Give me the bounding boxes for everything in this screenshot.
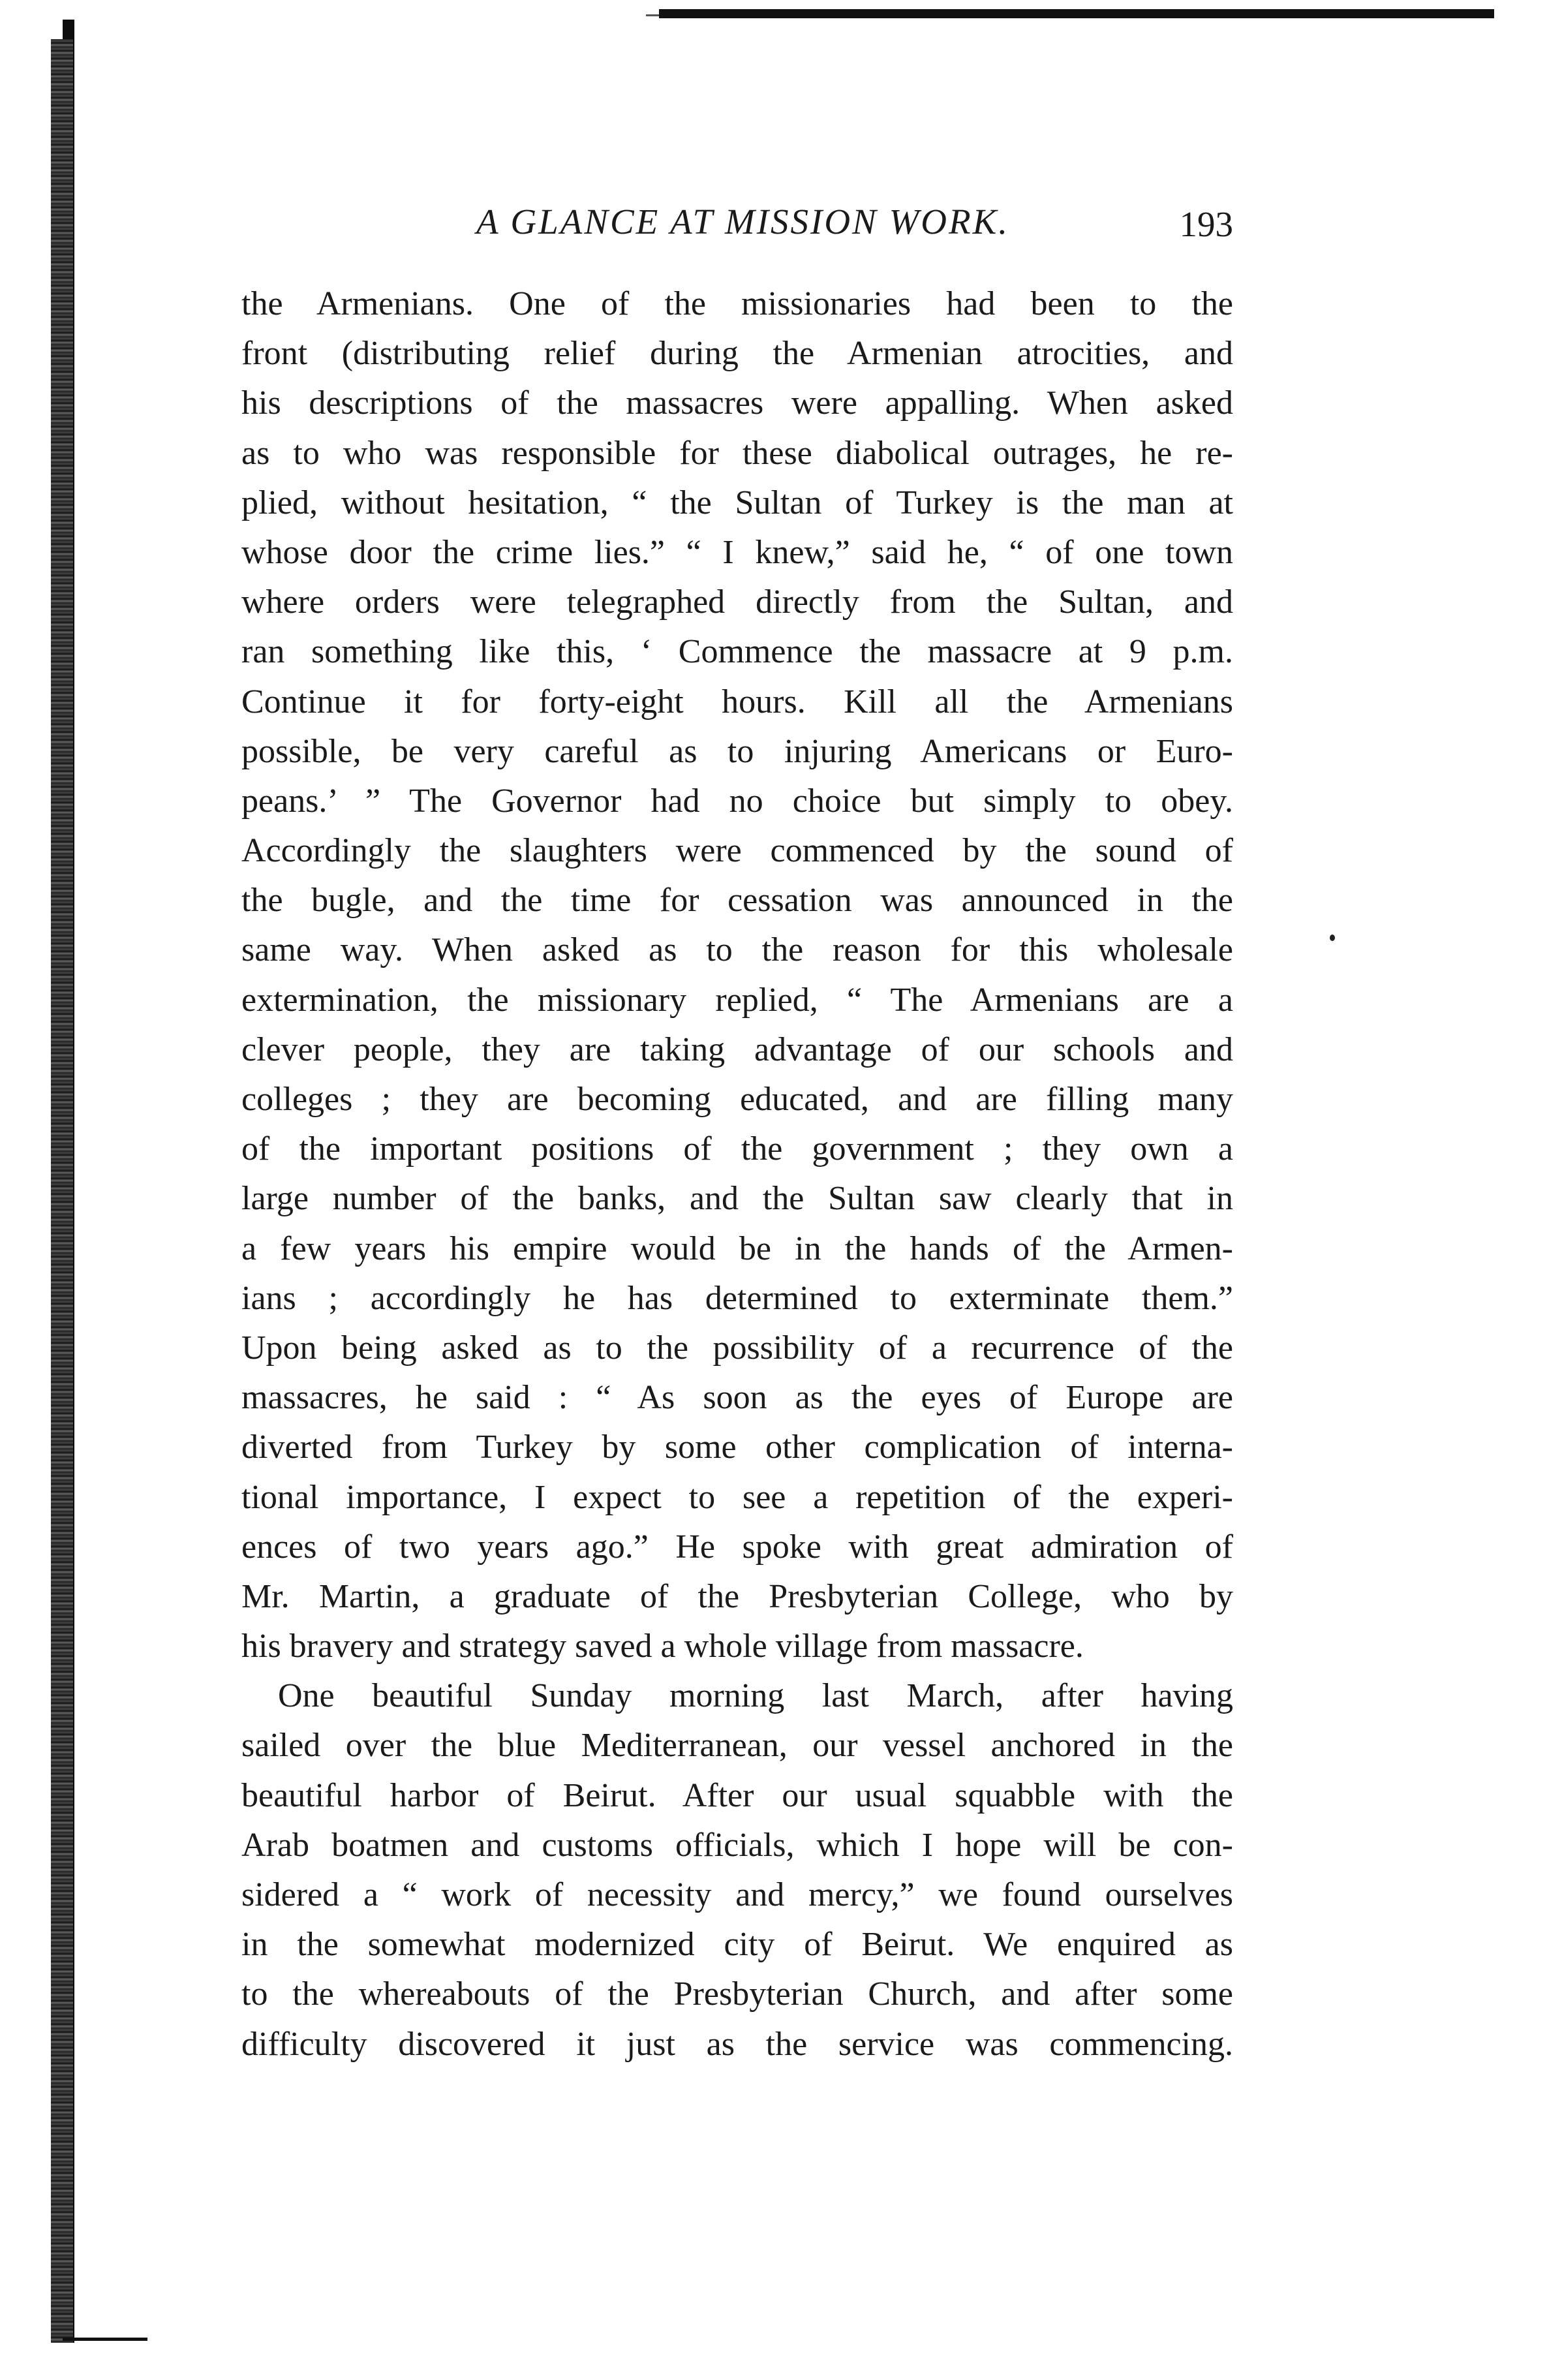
text-line: where orders were telegraphed directly from the Sultan, and [241, 583, 1233, 621]
text-line: peans.’ ” The Governor had no choice but simply to obey. [241, 782, 1233, 820]
text-line: whose door the crime lies.” “ I knew,” said he, “ of one town [241, 533, 1233, 571]
margin-speck [1330, 935, 1335, 941]
text-line: Mr. Martin, a graduate of the Presbyterian College, who by [241, 1577, 1233, 1615]
text-line: the bugle, and the time for cessation was announced in the [241, 882, 1233, 920]
text-line: One beautiful Sunday morning last March, after having [278, 1677, 1233, 1715]
text-line: large number of the banks, and the Sultan saw clearly that in [241, 1180, 1233, 1218]
text-line: possible, be very careful as to injuring Americans or Euro- [241, 732, 1233, 770]
text-line: diverted from Turkey by some other complication of interna- [241, 1429, 1233, 1466]
text-line: sidered a “ work of necessity and mercy,” we found ourselves [241, 1876, 1233, 1913]
text-line: a few years his empire would be in the hands of the Armen- [241, 1229, 1233, 1267]
top-rule [659, 9, 1494, 18]
text-line: ences of two years ago.” He spoke with great admiration of [241, 1528, 1233, 1566]
text-line: Accordingly the slaughters were commenced by the sound of [241, 832, 1233, 870]
text-line: difficulty discovered it just as the service was commencing. [241, 2025, 1233, 2063]
text-line: ians ; accordingly he has determined to exterminate them.” [241, 1279, 1233, 1317]
text-line: same way. When asked as to the reason for this wholesale [241, 931, 1233, 969]
text-line: plied, without hesitation, “ the Sultan of Turkey is the man at [241, 484, 1233, 521]
text-line: ran something like this, ‘ Commence the massacre at 9 p.m. [241, 633, 1233, 671]
text-line: as to who was responsible for these diabolical outrages, he re- [241, 434, 1233, 472]
text-line: of the important positions of the government ; they own a [241, 1130, 1233, 1168]
binding-foot-rule [63, 2338, 147, 2341]
text-line: front (distributing relief during the Armenian atrocities, and [241, 335, 1233, 373]
text-line: Arab boatmen and customs officials, which I hope will be con- [241, 1826, 1233, 1864]
binding-shadow [51, 39, 73, 2343]
text-line: in the somewhat modernized city of Beirut. We enquired as [241, 1926, 1233, 1964]
text-line: sailed over the blue Mediterranean, our vessel anchored in the [241, 1727, 1233, 1765]
text-line: the Armenians. One of the missionaries had been to the [241, 285, 1233, 322]
body-text [241, 279, 1233, 2069]
text-line: Upon being asked as to the possibility of a recurrence of the [241, 1329, 1233, 1367]
page-number: 193 [1179, 204, 1233, 244]
text-line: his bravery and strategy saved a whole village from massacre. [241, 1628, 1084, 1665]
page-header [241, 201, 1233, 260]
text-line: clever people, they are taking advantage of our schools and [241, 1030, 1233, 1068]
text-line: extermination, the missionary replied, “ The Armenians are a [241, 981, 1233, 1019]
text-line: beautiful harbor of Beirut. After our usual squabble with the [241, 1776, 1233, 1814]
text-line: Continue it for forty-eight hours. Kill all the Armenians [241, 683, 1233, 720]
text-line: tional importance, I expect to see a repetition of the experi- [241, 1478, 1233, 1516]
text-line: colleges ; they are becoming educated, and are filling many [241, 1081, 1233, 1118]
text-line: to the whereabouts of the Presbyterian Church, and after some [241, 1975, 1233, 2013]
text-line: his descriptions of the massacres were appalling. When asked [241, 384, 1233, 422]
text-line: massacres, he said : “ As soon as the eyes of Europe are [241, 1379, 1233, 1417]
running-head: A GLANCE AT MISSION WORK. [476, 202, 1010, 241]
